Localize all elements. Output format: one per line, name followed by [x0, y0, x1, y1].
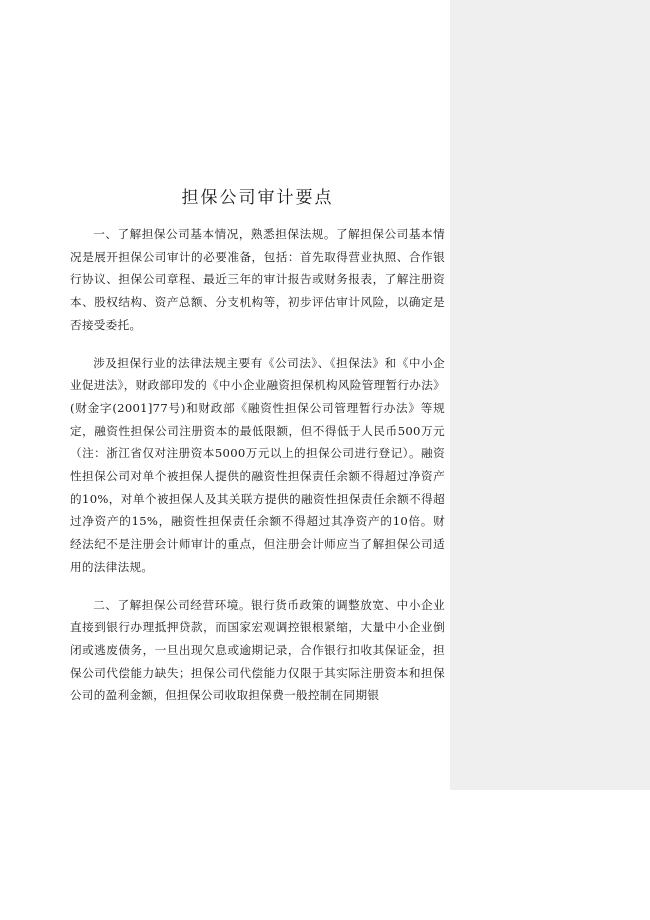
paragraph-2: 涉及担保行业的法律法规主要有《公司法》、《担保法》和《中小企业促进法》，财政部印发的《中小企业融资担保机构风险管理暂行办法》(财金字(2001]77号)和财政部《融资性担保公司管理暂行办法》等规定，融资性担保公司注册资本的最低限额，但不得低于人民币500万元（注：浙江省仅对注册资本5000万元以上的担保公司进行登记）。融资性担保公司对单个被担保人提供的融资性担保责任余额不得超过净资产的10%，对单个被担保人及其关联方提供的融资性担保责任余额不得超过净资产的15%，融资性担保责任余额不得超过其净资产的10倍。财经法纪不是注册会计师审计的重点，但注册会计师应当了解担保公司适用的法律法规。: [70, 355, 445, 574]
paragraph-3: 二、了解担保公司经营环境。银行货币政策的调整放宽、中小企业直接到银行办理抵押贷款，而国家宏观调控银根紧缩，大量中小企业倒闭或逃废债务，一旦出现欠息或逾期记录，合作银行扣收其保证金，担保公司代偿能力缺失；担保公司代偿能力仅限于其实际注册资本和担保公司的盈利金额，但担保公司收取担保费一般控制在同期银: [70, 597, 445, 703]
document-title: 担保公司审计要点: [181, 188, 334, 208]
comment-margin-pane: [450, 0, 650, 790]
document-body: [70, 223, 445, 722]
paragraph-1: 一、了解担保公司基本情况，熟悉担保法规。了解担保公司基本情况是展开担保公司审计的必要准备，包括：首先取得营业执照、合作银行协议、担保公司章程、最近三年的审计报告或财务报表，了解注册资本、股权结构、资产总额、分支机构等，初步评估审计风险，以确定是否接受委托。: [70, 227, 445, 332]
margin-below-pane: [450, 790, 650, 920]
